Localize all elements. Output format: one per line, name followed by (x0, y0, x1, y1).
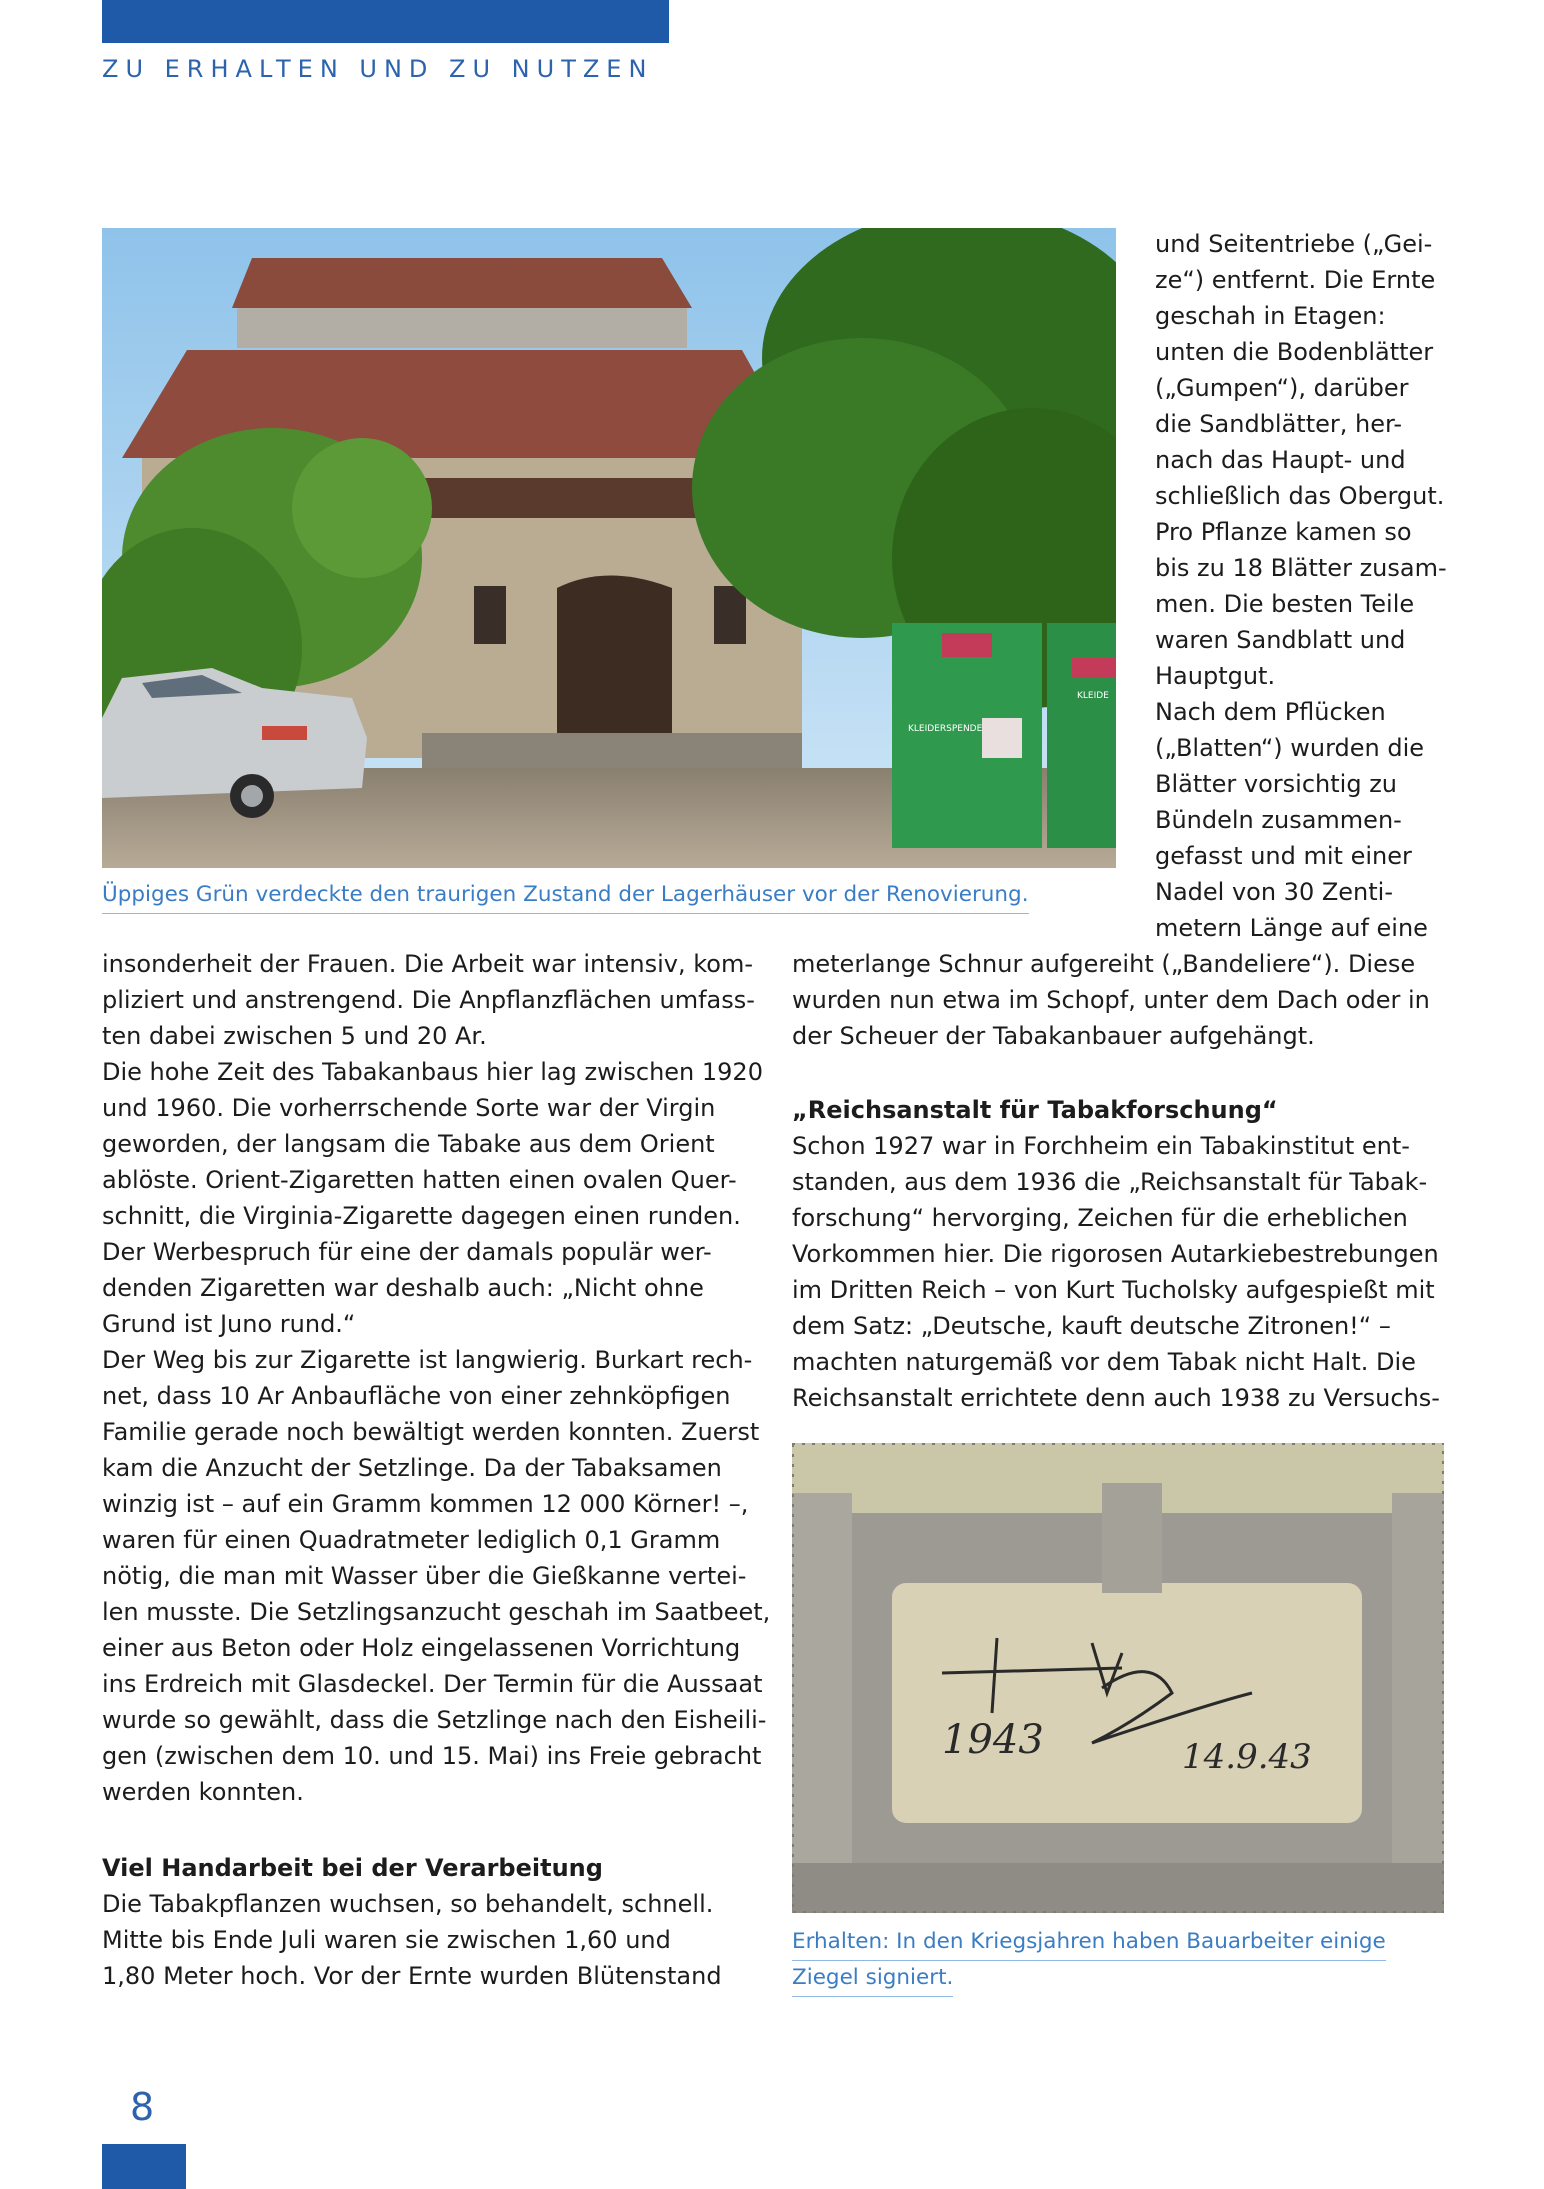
container-label-1: KLEIDERSPENDE (908, 724, 983, 734)
text-line: gefasst und mit einer (1155, 842, 1412, 870)
text-line: bis zu 18 Blätter zusam- (1155, 554, 1447, 582)
text-line: Grund ist Juno rund.“ (102, 1310, 356, 1338)
text-line: Der Werbespruch für eine der damals populär wer- (102, 1238, 712, 1266)
text-line: im Dritten Reich – von Kurt Tucholsky aufgespießt mit (792, 1276, 1435, 1304)
page-number: 8 (130, 2085, 155, 2129)
header-color-bar (102, 0, 669, 43)
left-heading: Viel Handarbeit bei der Verarbeitung (102, 1854, 603, 1882)
text-line: winzig ist – auf ein Gramm kommen 12 000 Körner! –, (102, 1490, 749, 1518)
text-line: schnitt, die Virginia-Zigarette dagegen einen runden. (102, 1202, 741, 1230)
photo2-caption-line1: Erhalten: In den Kriegsjahren haben Bauarbeiter einige (792, 1924, 1386, 1961)
text-line: der Scheuer der Tabakanbauer aufgehängt. (792, 1022, 1315, 1050)
brick-inscription-year: 1943 (942, 1717, 1044, 1763)
text-line: Nadel von 30 Zenti- (1155, 878, 1394, 906)
text-line: Mitte bis Ende Juli waren sie zwischen 1,60 und (102, 1926, 671, 1954)
text-line: waren Sandblatt und (1155, 626, 1406, 654)
text-line: werden konnten. (102, 1778, 304, 1806)
text-line: nötig, die man mit Wasser über die Gießkanne vertei- (102, 1562, 747, 1590)
text-line: wurden nun etwa im Schopf, unter dem Dach oder in (792, 986, 1430, 1014)
text-line: Hauptgut. (1155, 662, 1276, 690)
text-line: pliziert und anstrengend. Die Anpflanzflächen umfass- (102, 986, 755, 1014)
text-line: gen (zwischen dem 10. und 15. Mai) ins Freie gebracht (102, 1742, 762, 1770)
brick-photo-image (792, 1443, 1444, 1913)
text-line: ten dabei zwischen 5 und 20 Ar. (102, 1022, 487, 1050)
text-line: unten die Bodenblätter (1155, 338, 1434, 366)
text-line: kam die Anzucht der Setzlinge. Da der Tabaksamen (102, 1454, 722, 1482)
text-line: Familie gerade noch bewältigt werden konnten. Zuerst (102, 1418, 760, 1446)
text-line: und 1960. Die vorherrschende Sorte war der Virgin (102, 1094, 716, 1122)
footer-color-bar (102, 2144, 186, 2189)
text-line: denden Zigaretten war deshalb auch: „Nicht ohne (102, 1274, 704, 1302)
text-line: ablöste. Orient-Zigaretten hatten einen ovalen Quer- (102, 1166, 737, 1194)
text-line: metern Länge auf eine (1155, 914, 1428, 942)
text-line: geworden, der langsam die Tabake aus dem Orient (102, 1130, 715, 1158)
text-line: Pro Pflanze kamen so (1155, 518, 1412, 546)
section-title: ZU ERHALTEN UND ZU NUTZEN (102, 55, 654, 83)
text-line: Vorkommen hier. Die rigorosen Autarkiebestrebungen (792, 1240, 1439, 1268)
text-line: wurde so gewählt, dass die Setzlinge nach den Eisheili- (102, 1706, 767, 1734)
text-line: 1,80 Meter hoch. Vor der Ernte wurden Blütenstand (102, 1962, 722, 1990)
text-line: Nach dem Pflücken (1155, 698, 1386, 726)
text-line: Die hohe Zeit des Tabakanbaus hier lag zwischen 1920 (102, 1058, 763, 1086)
text-line: schließlich das Obergut. (1155, 482, 1445, 510)
text-line: net, dass 10 Ar Anbaufläche von einer zehnköpfigen (102, 1382, 731, 1410)
photo2-caption-line2: Ziegel signiert. (792, 1960, 953, 1997)
brick-photo (792, 1443, 1444, 1913)
text-line: insonderheit der Frauen. Die Arbeit war intensiv, kom- (102, 950, 754, 978)
text-line: waren für einen Quadratmeter lediglich 0,1 Gramm (102, 1526, 721, 1554)
text-line: Bündeln zusammen- (1155, 806, 1402, 834)
text-line: standen, aus dem 1936 die „Reichsanstalt für Tabak- (792, 1168, 1428, 1196)
text-line: und Seitentriebe („Gei- (1155, 230, 1433, 258)
text-line: nach das Haupt- und (1155, 446, 1406, 474)
text-line: einer aus Beton oder Holz eingelassenen Vorrichtung (102, 1634, 741, 1662)
right-heading: „Reichsanstalt für Tabakforschung“ (792, 1096, 1278, 1124)
text-line: die Sandblätter, her- (1155, 410, 1402, 438)
text-line: ins Erdreich mit Glasdeckel. Der Termin für die Aussaat (102, 1670, 763, 1698)
text-line: men. Die besten Teile (1155, 590, 1415, 618)
barn-photo (102, 228, 1116, 868)
brick-inscription-date: 14.9.43 (1182, 1737, 1312, 1777)
photo1-caption: Üppiges Grün verdeckte den traurigen Zustand der Lagerhäuser vor der Renovierung. (102, 877, 1029, 914)
text-line: Reichsanstalt errichtete denn auch 1938 zu Versuchs- (792, 1384, 1440, 1412)
text-line: dem Satz: „Deutsche, kauft deutsche Zitronen!“ – (792, 1312, 1391, 1340)
text-line: geschah in Etagen: (1155, 302, 1386, 330)
text-line: Blätter vorsichtig zu (1155, 770, 1398, 798)
text-line: machten naturgemäß vor dem Tabak nicht Halt. Die (792, 1348, 1416, 1376)
text-line: Schon 1927 war in Forchheim ein Tabakinstitut ent- (792, 1132, 1410, 1160)
text-line: Die Tabakpflanzen wuchsen, so behandelt, schnell. (102, 1890, 714, 1918)
text-line: Der Weg bis zur Zigarette ist langwierig. Burkart rech- (102, 1346, 753, 1374)
text-line: („Blatten“) wurden die (1155, 734, 1425, 762)
text-line: forschung“ hervorging, Zeichen für die erheblichen (792, 1204, 1408, 1232)
text-line: („Gumpen“), darüber (1155, 374, 1409, 402)
text-line: len musste. Die Setzlingsanzucht geschah im Saatbeet, (102, 1598, 771, 1626)
text-line: meterlange Schnur aufgereiht („Bandeliere“). Diese (792, 950, 1416, 978)
text-line: ze“) entfernt. Die Ernte (1155, 266, 1436, 294)
barn-photo-image (102, 228, 1116, 868)
container-label-2: KLEIDE (1077, 691, 1109, 701)
